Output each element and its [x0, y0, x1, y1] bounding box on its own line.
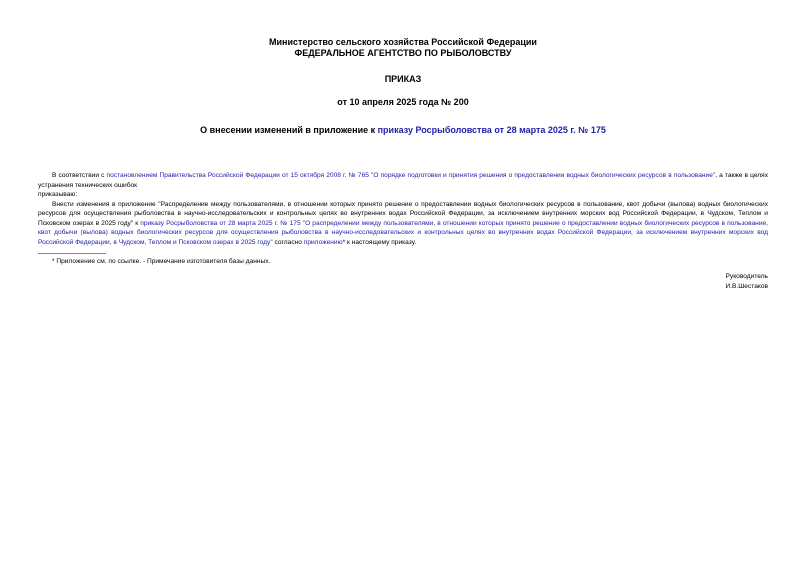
agency-name: ФЕДЕРАЛЬНОЕ АГЕНТСТВО ПО РЫБОЛОВСТВУ	[294, 48, 512, 58]
footnote-separator	[38, 253, 106, 254]
order-word: приказываю:	[38, 191, 78, 198]
document-date-number: от 10 апреля 2025 года № 200	[337, 97, 469, 107]
title-link-order-175[interactable]: приказу Росрыболовства от 28 марта 2025 г. № 175	[377, 125, 606, 135]
basis-prefix: В соответствии с	[52, 172, 107, 179]
order-suffix: * к настоящему приказу.	[342, 238, 417, 246]
document-page	[38, 0, 768, 292]
document-title	[38, 125, 768, 136]
link-order-175[interactable]: приказу Росрыболовства от 28 марта 2025 г. № 175 "О распределении между пользователями, в отношении которых принято решение о предоставлении водных биологических ресурсов в пользование, квот добычи (вылова) водных биологических ресурсов для осуществления рыболовства в научно-исследовательских и контрольных целях во внутренних водах Российской Федерации, за исключением внутренних морских вод Российской Федерации, в Чудском, Теплом и Псковском озерах в 2025 году"	[38, 219, 768, 246]
link-appendix[interactable]: приложению	[303, 238, 343, 246]
signatory-name: И.В.Шестаков	[725, 282, 768, 290]
document-body	[38, 171, 768, 247]
footnote: * Приложение см. по ссылке. - Примечание изготовителя базы данных.	[52, 258, 271, 265]
order-mid: согласно	[272, 238, 304, 246]
document-type: ПРИКАЗ	[384, 74, 422, 84]
ministry-name: Министерство сельского хозяйства Российской Федерации	[269, 37, 537, 47]
title-prefix: О внесении изменений в приложение к	[200, 125, 378, 135]
link-resolution-765[interactable]: постановлением Правительства Российской Федерации от 15 октября 2008 г. № 765 "О порядке подготовки и принятия решения о предоставлении водных биологических ресурсов в пользование"	[106, 172, 716, 179]
signature-block	[38, 272, 768, 292]
signatory-position: Руководитель	[725, 272, 768, 280]
basis-suffix: , а также в целях устранения технических ошибок	[38, 172, 768, 189]
paragraph-order	[38, 200, 768, 248]
order-prefix: Внести изменения в приложение "Распределение между пользователями, в отношении которых принято решение о предоставлении водных биологических ресурсов в пользование, квот добычи (вылова) водных биологических ресурсов для осуществления рыболовства в научно-исследовательских и контрольных целях во внутренних водах Российской Федерации, за исключением внутренних морских вод Российской Федерации, в Чудском, Теплом и Псковском озерах в 2025 году" к	[38, 200, 768, 227]
paragraph-basis	[38, 171, 768, 190]
